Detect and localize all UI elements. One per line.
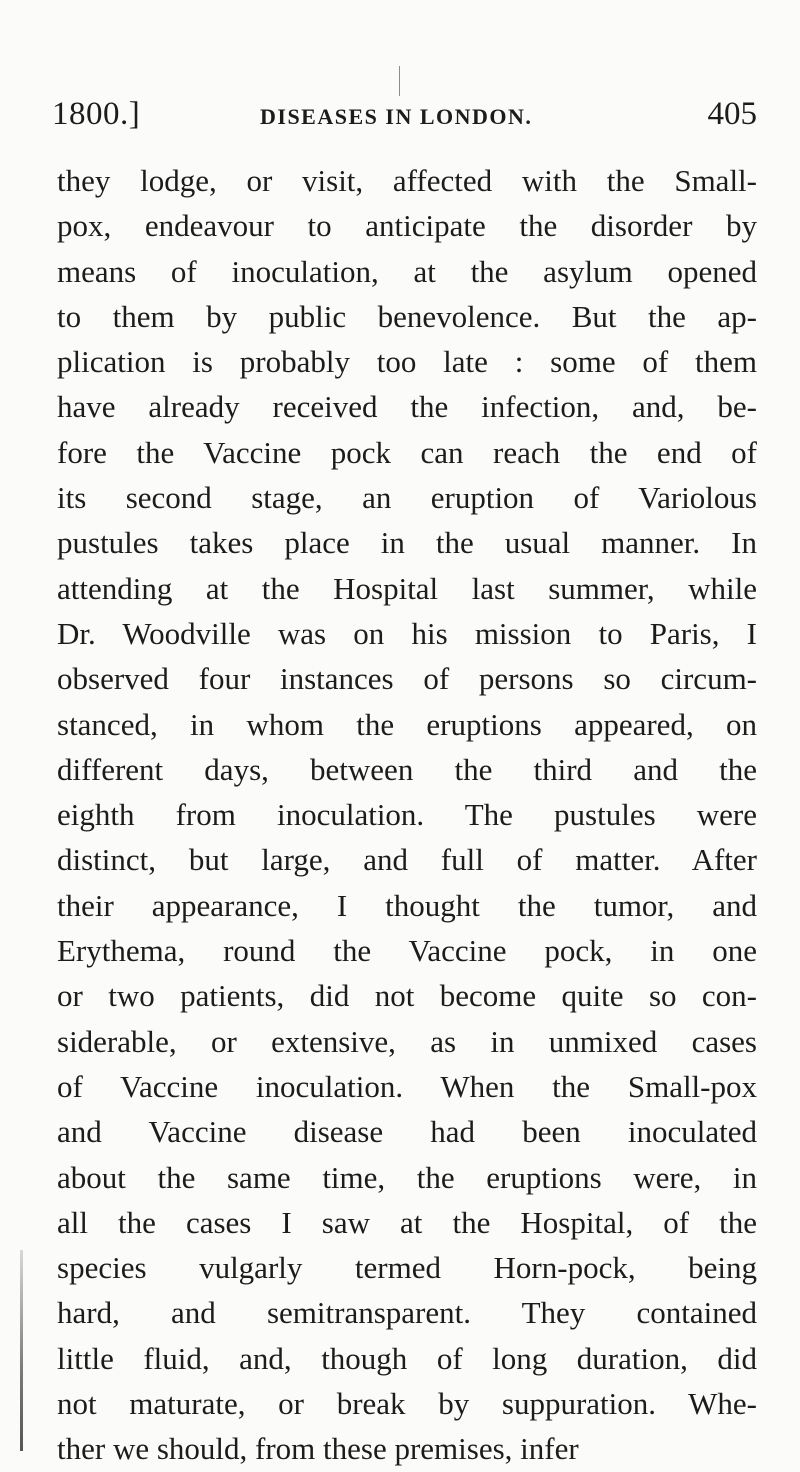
page-mark: [399, 66, 400, 96]
text-line: its second stage, an eruption of Variolous: [57, 480, 757, 516]
text-line: not maturate, or break by suppuration. Whe-: [57, 1386, 757, 1422]
text-line: different days, between the third and the: [57, 751, 757, 787]
text-line: to them by public benevolence. But the ap-: [57, 298, 757, 334]
text-line: plication is probably too late : some of them: [57, 344, 757, 380]
text-line: of Vaccine inoculation. When the Small-pox: [57, 1068, 757, 1104]
text-line: and Vaccine disease had been inoculated: [57, 1114, 757, 1150]
binding-shadow: [20, 1250, 23, 1451]
body-text: [57, 158, 757, 1472]
text-line: siderable, or extensive, as in unmixed cases: [57, 1023, 757, 1059]
text-line: eighth from inoculation. The pustules were: [57, 797, 757, 833]
text-line: Dr. Woodville was on his mission to Paris, I: [57, 615, 757, 651]
text-line: about the same time, the eruptions were, in: [57, 1159, 757, 1195]
page-number: 405: [707, 96, 757, 132]
text-line: fore the Vaccine pock can reach the end of: [57, 434, 757, 470]
text-line: species vulgarly termed Horn-pock, being: [57, 1250, 757, 1286]
text-line: their appearance, I thought the tumor, and: [57, 887, 757, 923]
header-year: 1800.]: [52, 96, 141, 132]
running-header: [52, 96, 757, 146]
text-line: Erythema, round the Vaccine pock, in one: [57, 933, 757, 969]
text-line: they lodge, or visit, affected with the Small-: [57, 163, 757, 198]
text-line: little fluid, and, though of long duration, did: [57, 1340, 757, 1376]
header-title: DISEASES IN LONDON.: [260, 104, 533, 129]
text-line: pox, endeavour to anticipate the disorder by: [57, 208, 757, 244]
text-line: have already received the infection, and, be-: [57, 389, 757, 425]
text-line: pustules takes place in the usual manner. In: [57, 525, 757, 561]
text-line: hard, and semitransparent. They contained: [57, 1295, 757, 1331]
text-line: or two patients, did not become quite so con-: [57, 978, 757, 1014]
text-line: stanced, in whom the eruptions appeared, on: [57, 706, 757, 742]
text-line: attending at the Hospital last summer, while: [57, 570, 757, 606]
text-line: means of inoculation, at the asylum opened: [57, 253, 757, 289]
text-line: distinct, but large, and full of matter. After: [57, 842, 757, 878]
text-line: observed four instances of persons so circum-: [57, 661, 757, 697]
text-line: ther we should, from these premises, infer: [57, 1431, 579, 1467]
text-line: all the cases I saw at the Hospital, of the: [57, 1204, 757, 1240]
